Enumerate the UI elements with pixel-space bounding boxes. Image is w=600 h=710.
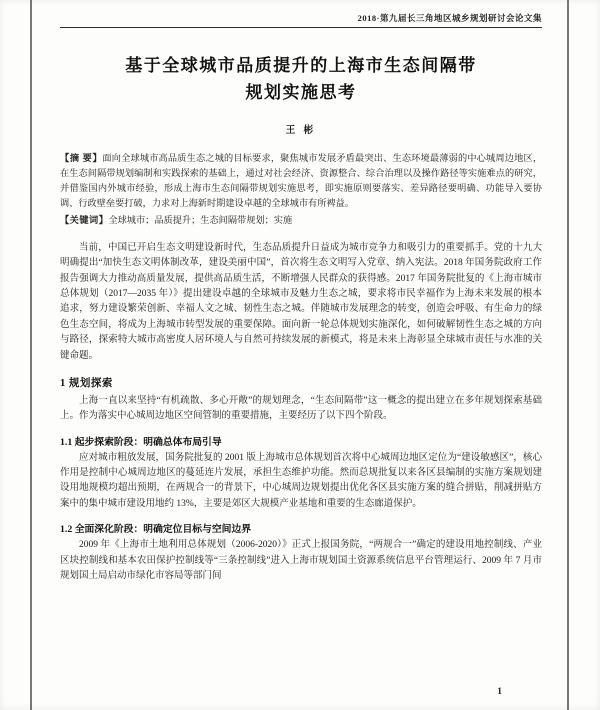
keywords-text: 全球城市；品质提升；生态间隔带规划；实施 xyxy=(108,215,293,226)
scan-edge-right xyxy=(567,0,569,710)
keywords-label: 【关键词】 xyxy=(60,215,109,226)
abstract-label: 【摘 要】 xyxy=(60,153,103,164)
section-1-2-heading: 1.2 全面深化阶段：明确定位目标与空间边界 xyxy=(60,524,252,536)
page-content xyxy=(60,0,542,584)
header-rule xyxy=(60,27,542,28)
author-name: 王 彬 xyxy=(285,126,317,137)
page-number: 1 xyxy=(497,687,502,697)
running-header xyxy=(60,0,542,24)
section-1-paragraph: 上海一直以来坚持“有机疏散、多心开敞”的规划理念，“生态间隔带”这一概念的提出建立在多年规划探索基础上。作为落实中心城周边地区空间管制的重要措施，主要经历了以下四个阶段。 xyxy=(60,395,542,422)
title-line-1: 基于全球城市品质提升的上海市生态间隔带 xyxy=(125,56,477,75)
section-1-1-heading: 1.1 起步探索阶段：明确总体布局引导 xyxy=(60,436,222,448)
abstract-text: 面向全球城市高品质生态之城的目标要求，聚焦城市发展矛盾最突出、生态环境最薄弱的中心城周边地区，在生态间隔带规划编制和实践探索的基础上，通过对社会经济、资源整合、综合治理以及操作路径等实施难点的研究，并借鉴国内外城市经验，形成上海市生态间隔带规划实施思考，即实施原则要落实、差异路径要明确、功能导入要协调、行政壁垒要打破，力求对上海新时期建设卓越的全球城市有所裨益。 xyxy=(60,153,543,208)
scan-edge-left xyxy=(30,0,32,710)
keywords-block xyxy=(60,213,542,228)
running-header-text: 2018·第九届长三角地区城乡规划研讨会论文集 xyxy=(357,13,542,23)
section-1-1-paragraph: 应对城市粗放发展，国务院批复的 2001 版上海城市总体规划首次将中心城周边地区定位为“建设敏感区”，核心作用是控制中心城周边地区的蔓延连片发展，承担生态维护功能。然而总规批复以来各区县编制的实施方案规划建设用地规模均超出预期，在两规合一的背景下，中心城周边规划提出优化各区县实施方案的缝合拼贴，削减拼贴方案中的集中城市建设用地约 13%，主要是郊区大规模产业基地和重要的生态廊道保护。 xyxy=(60,452,542,509)
paper-title xyxy=(60,52,542,106)
section-1-heading: 1 规划探索 xyxy=(60,377,113,389)
abstract-block xyxy=(60,151,542,210)
intro-paragraph: 当前，中国已开启生态文明建设新时代，生态品质提升日益成为城市竞争力和吸引力的重要抓手。党的十九大明确提出“加快生态文明体制改革，建设美丽中国”，首次将生态文明写入党章、纳入宪法。2018 年国务院政府工作报告强调大力推动高质量发展，提供高品质生活，不断增强人民群众的获得感。2017 年国务院批复的《上海市城市总体规划（2017—2035 年）》提出建设卓越的全球城市及魅力生态之城，要求将市民幸福作为上海未来发展的根本追求，努力建设繁荣创新、幸福人文之城、韧性生态之城。伴随城市发展理念的转变，创造会呼吸、有生命力的绿色生态空间，将成为上海城市转型发展的重要保障。面向新一轮总体规划实施深化，如何破解韧性生态之城的方向与路径，探索特大城市高密度人居环境人与自然可持续发展的新模式，将是未来上海彰显全球城市责任与水准的关键命题。 xyxy=(60,242,542,361)
title-line-2: 规划实施思考 xyxy=(245,83,357,103)
section-1-2-paragraph: 2009 年《上海市土地利用总体规划（2006-2020）》正式上报国务院，“两规合一”确定的建设用地控制线、产业区块控制线和基本农田保护控制线等“三条控制线”进入上海市规划国土资源系统信息平台管理运行、2009 年 7 月市规划国土局启动市绿化市容局等部门间 xyxy=(60,540,542,581)
